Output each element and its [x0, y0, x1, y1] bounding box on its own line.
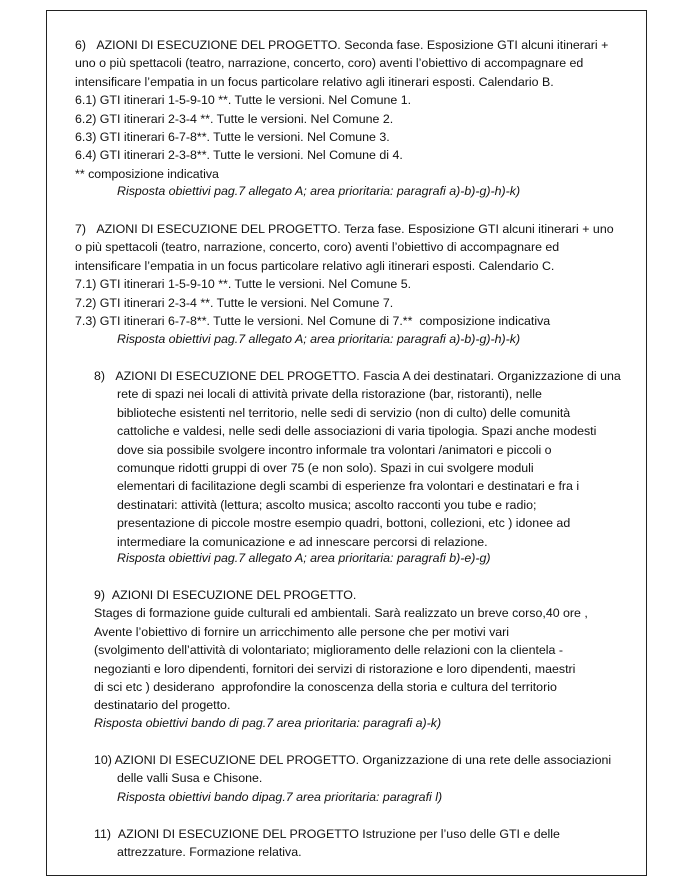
section-text-line: ** composizione indicativa: [75, 166, 219, 181]
section-text-line: presentazione di piccole mostre esempio quadri, bottoni, collezioni, etc ) idonee ad: [117, 516, 571, 531]
objectives-note: Risposta obiettivi bando di pag.7 area prioritaria: paragrafi a)-k): [94, 716, 442, 730]
objectives-note: Risposta obiettivi bando dipag.7 area prioritaria: paragrafi l): [117, 790, 443, 804]
section-text-line: (svolgimento dell’attività di volontariato; miglioramento delle relazioni con la clientela -: [94, 643, 564, 658]
section-text-line: 6.2) GTI itinerari 2-3-4 **. Tutte le versioni. Nel Comune 2.: [75, 111, 394, 126]
section-heading-line: 6) AZIONI DI ESECUZIONE DEL PROGETTO. Seconda fase. Esposizione GTI alcuni itinerari +: [75, 38, 609, 52]
section-text-line: elementari di facilitazione degli scambi di esperienze fra volontari e destinatari e fra i: [117, 479, 580, 494]
section-text-line: delle valli Susa e Chisone.: [117, 771, 263, 786]
section-heading-line: 7) AZIONI DI ESECUZIONE DEL PROGETTO. Terza fase. Esposizione GTI alcuni itinerari + uno: [75, 222, 614, 236]
section-text-line: cattoliche e valdesi, nelle sedi delle associazioni di varia tipologia. Spazi anche modesti: [117, 424, 597, 439]
objectives-note: Risposta obiettivi pag.7 allegato A; area prioritaria: paragrafi a)-b)-g)-h)-k): [117, 332, 521, 346]
section-text-line: biblioteche esistenti nel territorio, nelle sedi di servizio (non di culto) delle comunità: [117, 405, 571, 420]
section-text-line: negozianti e loro dipendenti, fornitori dei servizi di ristorazione e loro dipendenti, maestri: [94, 661, 576, 676]
objectives-note: Risposta obiettivi pag.7 allegato A; area prioritaria: paragrafi a)-b)-g)-h)-k): [117, 184, 521, 198]
section-text-line: attrezzature. Formazione relativa.: [117, 845, 302, 860]
section-text-line: intensificare l’empatia in un focus particolare relativo agli itinerari esposti. Calendario B.: [75, 74, 554, 89]
section-text-line: 6.4) GTI itinerari 2-3-8**. Tutte le versioni. Nel Comune di 4.: [75, 148, 403, 163]
section-text-line: comunque ridotti gruppi di over 75 (e non solo). Spazi in cui svolgere moduli: [117, 461, 534, 475]
section-text-line: Stages di formazione guide culturali ed ambientali. Sarà realizzato un breve corso,40 ore ,: [94, 606, 588, 621]
section-text-line: Avente l’obiettivo di fornire un arricchimento alle persone che per motivi vari: [94, 624, 510, 639]
section-text-line: rete di spazi nei locali di attività private della ristorazione (bar, ristoranti), nelle: [117, 387, 542, 402]
section-text-line: 7.3) GTI itinerari 6-7-8**. Tutte le versioni. Nel Comune di 7.** composizione indicativa: [75, 314, 551, 328]
section-text-line: intermediare la comunicazione e ad innescare percorsi di relazione.: [117, 534, 488, 549]
section-text-line: di sci etc ) desiderano approfondire la conoscenza della storia e cultura del territorio: [94, 680, 557, 694]
section-text-line: 7.1) GTI itinerari 1-5-9-10 **. Tutte le versioni. Nel Comune 5.: [75, 277, 412, 292]
section-heading-line: 9) AZIONI DI ESECUZIONE DEL PROGETTO.: [94, 588, 357, 602]
section-text-line: destinatari: attività (lettura; ascolto musica; ascolto racconti you tube e radio;: [117, 497, 537, 512]
objectives-note: Risposta obiettivi pag.7 allegato A; area prioritaria: paragrafi b)-e)-g): [117, 551, 491, 565]
section-text-line: 7.2) GTI itinerari 2-3-4 **. Tutte le versioni. Nel Comune 7.: [75, 295, 394, 310]
section-heading-line: 11) AZIONI DI ESECUZIONE DEL PROGETTO Istruzione per l’uso delle GTI e delle: [94, 827, 560, 841]
section-text-line: dove sia possibile svolgere incontro informale tra volontari /animatori e piccoli o: [117, 442, 552, 457]
section-heading-line: 10) AZIONI DI ESECUZIONE DEL PROGETTO. Organizzazione di una rete delle associazioni: [94, 753, 612, 767]
section-text-line: 6.1) GTI itinerari 1-5-9-10 **. Tutte le versioni. Nel Comune 1.: [75, 93, 412, 108]
section-text-line: o più spettacoli (teatro, narrazione, concerto, coro) aventi l’obiettivo di accompagnare ed: [75, 240, 560, 255]
section-heading-line: 8) AZIONI DI ESECUZIONE DEL PROGETTO. Fascia A dei destinatari. Organizzazione di una: [94, 369, 621, 383]
section-text-line: destinatario del progetto.: [94, 698, 231, 713]
section-text-line: 6.3) GTI itinerari 6-7-8**. Tutte le versioni. Nel Comune 3.: [75, 130, 390, 144]
section-text-line: uno o più spettacoli (teatro, narrazione, concerto, coro) aventi l’obiettivo di accompagnare ed: [75, 56, 584, 71]
section-text-line: intensificare l’empatia in un focus particolare relativo agli itinerari esposti. Calendario C.: [75, 258, 555, 273]
